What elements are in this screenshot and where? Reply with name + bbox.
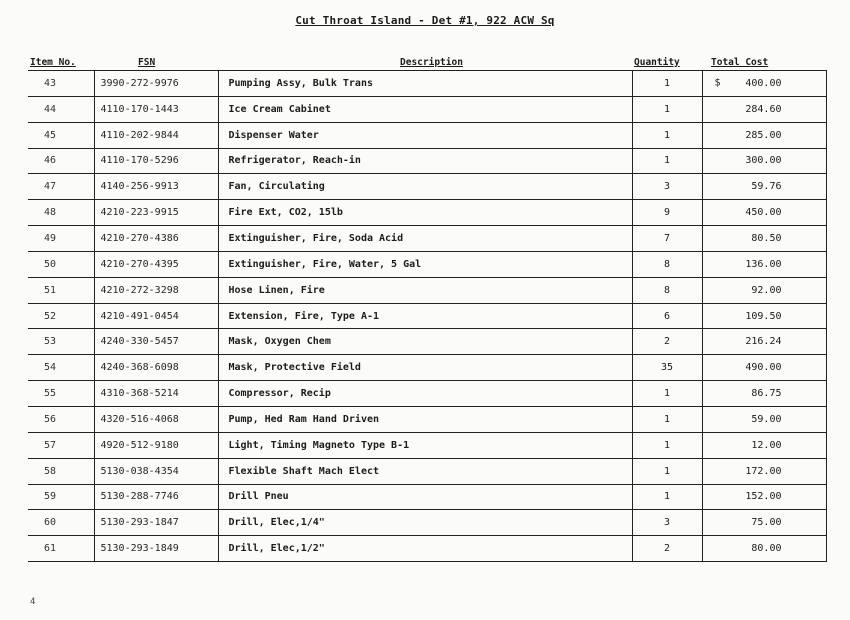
item-number-cell: 59: [28, 484, 94, 510]
item-number-cell: 43: [28, 71, 94, 97]
total-cost-value: 172.00: [745, 465, 782, 477]
total-cost-cell: [702, 122, 826, 148]
description-cell: Pump, Hed Ram Hand Driven: [218, 406, 632, 432]
total-cost-cell: [702, 200, 826, 226]
total-cost-value: 152.00: [745, 491, 782, 503]
total-cost-cell: [702, 148, 826, 174]
table-row: [28, 536, 826, 562]
item-number-cell: 51: [28, 277, 94, 303]
total-cost-value: 285.00: [745, 129, 782, 141]
fsn-cell: 5130-288-7746: [94, 484, 218, 510]
quantity-cell: 1: [632, 432, 702, 458]
table-header-row: [28, 57, 828, 71]
total-cost-value: 80.50: [751, 232, 782, 244]
quantity-cell: 9: [632, 200, 702, 226]
total-cost-cell: [702, 329, 826, 355]
quantity-cell: 8: [632, 277, 702, 303]
total-cost-value: 59.76: [751, 181, 782, 193]
total-cost-value: 284.60: [745, 103, 782, 115]
table-row: [28, 484, 826, 510]
description-cell: Refrigerator, Reach-in: [218, 148, 632, 174]
fsn-cell: 4310-368-5214: [94, 381, 218, 407]
fsn-cell: 4140-256-9913: [94, 174, 218, 200]
description-cell: Dispenser Water: [218, 122, 632, 148]
total-cost-cell: [702, 174, 826, 200]
item-number-cell: 53: [28, 329, 94, 355]
item-number-cell: 60: [28, 510, 94, 536]
fsn-cell: 4110-170-5296: [94, 148, 218, 174]
total-cost-value: 490.00: [745, 362, 782, 374]
fsn-cell: 4920-512-9180: [94, 432, 218, 458]
description-cell: Drill Pneu: [218, 484, 632, 510]
total-cost-value: 136.00: [745, 258, 782, 270]
total-cost-cell: [702, 406, 826, 432]
quantity-cell: 6: [632, 303, 702, 329]
quantity-cell: 2: [632, 536, 702, 562]
description-cell: Drill, Elec,1/2": [218, 536, 632, 562]
header-total-cost: Total Cost: [711, 57, 769, 68]
fsn-cell: 4210-270-4386: [94, 226, 218, 252]
header-item-no: Item No.: [30, 57, 76, 68]
table-row: [28, 381, 826, 407]
table-row: [28, 174, 826, 200]
item-number-cell: 58: [28, 458, 94, 484]
total-cost-value: 92.00: [751, 284, 782, 296]
total-cost-cell: [702, 251, 826, 277]
item-number-cell: 61: [28, 536, 94, 562]
item-number-cell: 44: [28, 96, 94, 122]
total-cost-value: 75.00: [751, 517, 782, 529]
fsn-cell: 4240-330-5457: [94, 329, 218, 355]
description-cell: Light, Timing Magneto Type B-1: [218, 432, 632, 458]
page-mark: 4: [30, 597, 36, 607]
quantity-cell: 35: [632, 355, 702, 381]
table-row: [28, 251, 826, 277]
description-cell: Mask, Protective Field: [218, 355, 632, 381]
table-row: [28, 303, 826, 329]
fsn-cell: 4210-223-9915: [94, 200, 218, 226]
total-cost-value: 80.00: [751, 543, 782, 555]
description-cell: Flexible Shaft Mach Elect: [218, 458, 632, 484]
total-cost-value: 86.75: [751, 388, 782, 400]
table-row: [28, 432, 826, 458]
header-description: Description: [400, 57, 463, 68]
item-number-cell: 52: [28, 303, 94, 329]
total-cost-value: 216.24: [745, 336, 782, 348]
description-cell: Drill, Elec,1/4": [218, 510, 632, 536]
quantity-cell: 1: [632, 96, 702, 122]
item-number-cell: 48: [28, 200, 94, 226]
quantity-cell: 3: [632, 174, 702, 200]
total-cost-cell: [702, 484, 826, 510]
table-row: [28, 406, 826, 432]
description-cell: Mask, Oxygen Chem: [218, 329, 632, 355]
description-cell: Fire Ext, CO2, 15lb: [218, 200, 632, 226]
fsn-cell: 5130-293-1849: [94, 536, 218, 562]
header-fsn: FSN: [138, 57, 156, 68]
total-cost-cell: [702, 303, 826, 329]
header-quantity: Quantity: [634, 57, 680, 68]
total-cost-cell: [702, 355, 826, 381]
inventory-table-body: [28, 71, 826, 562]
quantity-cell: 8: [632, 251, 702, 277]
total-cost-value: 12.00: [751, 439, 782, 451]
total-cost-value: 109.50: [745, 310, 782, 322]
fsn-cell: 4210-270-4395: [94, 251, 218, 277]
item-number-cell: 45: [28, 122, 94, 148]
fsn-cell: 4110-202-9844: [94, 122, 218, 148]
item-number-cell: 57: [28, 432, 94, 458]
description-cell: Pumping Assy, Bulk Trans: [218, 71, 632, 97]
quantity-cell: 1: [632, 71, 702, 97]
table-row: [28, 71, 826, 97]
description-cell: Compressor, Recip: [218, 381, 632, 407]
total-cost-cell: [702, 510, 826, 536]
fsn-cell: 3990-272-9976: [94, 71, 218, 97]
item-number-cell: 49: [28, 226, 94, 252]
item-number-cell: 54: [28, 355, 94, 381]
fsn-cell: 5130-293-1847: [94, 510, 218, 536]
fsn-cell: 4320-516-4068: [94, 406, 218, 432]
description-cell: Fan, Circulating: [218, 174, 632, 200]
total-cost-cell: [702, 536, 826, 562]
total-cost-cell: [702, 71, 826, 97]
description-cell: Ice Cream Cabinet: [218, 96, 632, 122]
table-row: [28, 226, 826, 252]
quantity-cell: 3: [632, 510, 702, 536]
quantity-cell: 1: [632, 406, 702, 432]
total-cost-cell: [702, 277, 826, 303]
fsn-cell: 4210-272-3298: [94, 277, 218, 303]
total-cost-value: 59.00: [751, 413, 782, 425]
dollar-sign: $: [714, 77, 721, 89]
description-cell: Extension, Fire, Type A-1: [218, 303, 632, 329]
item-number-cell: 46: [28, 148, 94, 174]
total-cost-cell: [702, 458, 826, 484]
quantity-cell: 7: [632, 226, 702, 252]
document-title: Cut Throat Island - Det #1, 922 ACW Sq: [295, 14, 555, 27]
quantity-cell: 1: [632, 484, 702, 510]
item-number-cell: 47: [28, 174, 94, 200]
inventory-table: [28, 70, 827, 562]
total-cost-cell: [702, 96, 826, 122]
total-cost-cell: [702, 226, 826, 252]
table-row: [28, 277, 826, 303]
total-cost-cell: [702, 432, 826, 458]
description-cell: Extinguisher, Fire, Water, 5 Gal: [218, 251, 632, 277]
fsn-cell: 4240-368-6098: [94, 355, 218, 381]
fsn-cell: 5130-038-4354: [94, 458, 218, 484]
table-row: [28, 148, 826, 174]
quantity-cell: 1: [632, 381, 702, 407]
item-number-cell: 50: [28, 251, 94, 277]
quantity-cell: 2: [632, 329, 702, 355]
fsn-cell: 4210-491-0454: [94, 303, 218, 329]
table-row: [28, 510, 826, 536]
description-cell: Hose Linen, Fire: [218, 277, 632, 303]
total-cost-value: 400.00: [745, 77, 782, 89]
fsn-cell: 4110-170-1443: [94, 96, 218, 122]
quantity-cell: 1: [632, 122, 702, 148]
table-row: [28, 329, 826, 355]
table-row: [28, 96, 826, 122]
table-row: [28, 458, 826, 484]
item-number-cell: 55: [28, 381, 94, 407]
table-row: [28, 122, 826, 148]
total-cost-cell: [702, 381, 826, 407]
table-row: [28, 200, 826, 226]
quantity-cell: 1: [632, 458, 702, 484]
description-cell: Extinguisher, Fire, Soda Acid: [218, 226, 632, 252]
item-number-cell: 56: [28, 406, 94, 432]
quantity-cell: 1: [632, 148, 702, 174]
total-cost-value: 450.00: [745, 207, 782, 219]
table-row: [28, 355, 826, 381]
total-cost-value: 300.00: [745, 155, 782, 167]
